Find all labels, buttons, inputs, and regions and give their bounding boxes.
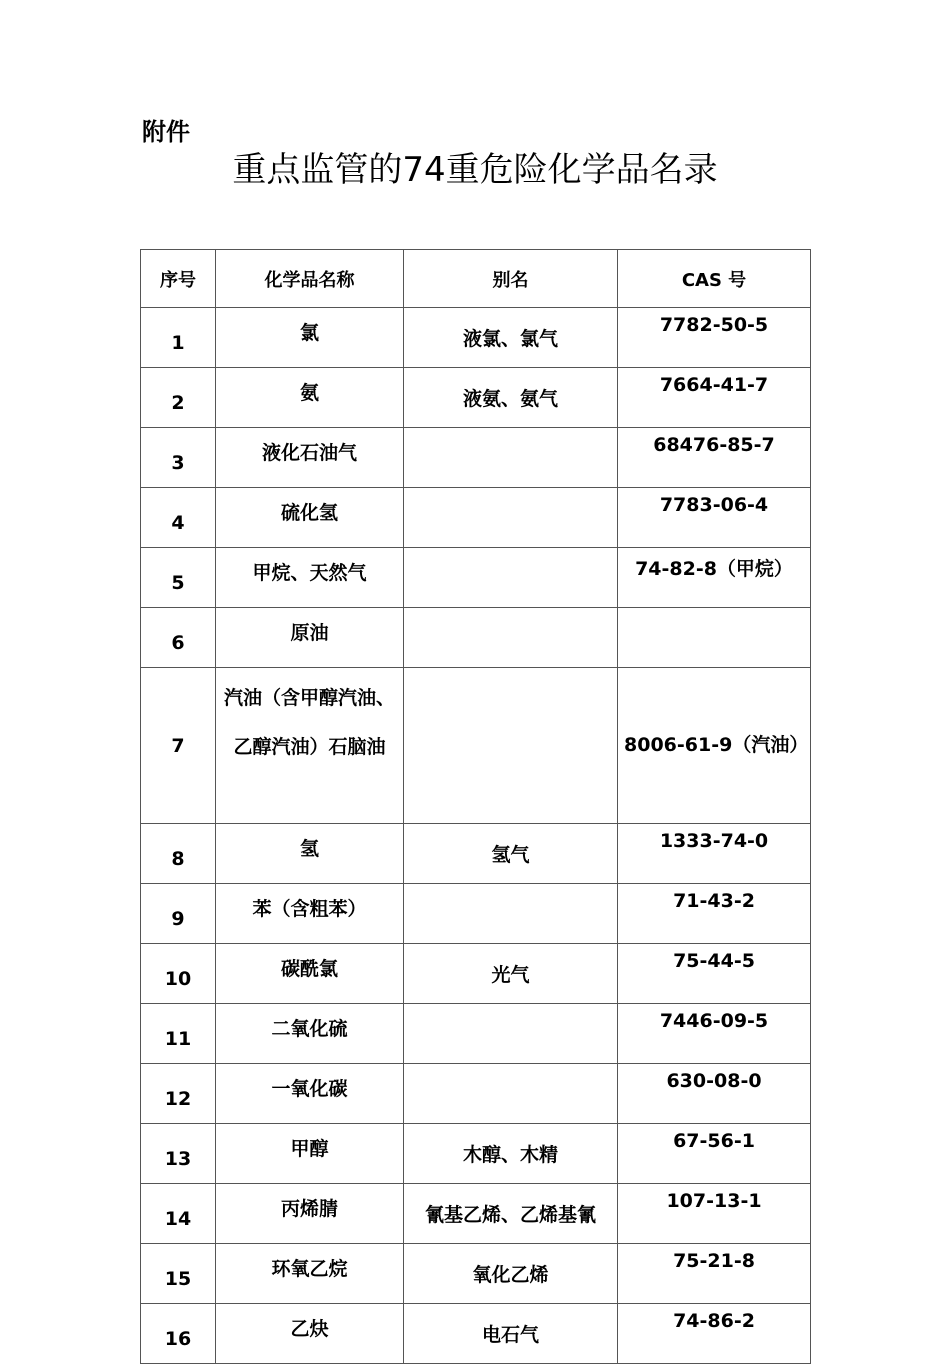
cas-number-cell: 107-13-1: [618, 1184, 811, 1244]
alias-cell: 木醇、木精: [404, 1124, 618, 1184]
alias-cell: [404, 1004, 618, 1064]
attachment-label: 附件: [142, 118, 190, 146]
table-row: [141, 1124, 811, 1184]
cas-number-cell: 8006-61-9（汽油）: [618, 668, 811, 824]
row-number-cell: 14: [141, 1184, 216, 1244]
row-number-cell: 4: [141, 488, 216, 548]
alias-cell: [404, 1064, 618, 1124]
row-number-cell: 9: [141, 884, 216, 944]
alias-cell: [404, 884, 618, 944]
row-number-cell: 15: [141, 1244, 216, 1304]
table-row: [141, 1184, 811, 1244]
cas-number-cell: 68476-85-7: [618, 428, 811, 488]
cas-number-cell: 74-86-2: [618, 1304, 811, 1364]
cas-number-cell: 75-21-8: [618, 1244, 811, 1304]
chemical-name-cell: 苯（含粗苯）: [216, 884, 404, 944]
table-row: [141, 488, 811, 548]
chemical-name-cell: 二氧化硫: [216, 1004, 404, 1064]
chemical-name-cell: 甲醇: [216, 1124, 404, 1184]
table-row: [141, 824, 811, 884]
alias-cell: [404, 668, 618, 824]
table-row: [141, 428, 811, 488]
cas-number-cell: 1333-74-0: [618, 824, 811, 884]
row-number-cell: 11: [141, 1004, 216, 1064]
table-row: [141, 884, 811, 944]
row-number-cell: 5: [141, 548, 216, 608]
cas-number-cell: 7783-06-4: [618, 488, 811, 548]
alias-cell: 氰基乙烯、乙烯基氰: [404, 1184, 618, 1244]
row-number-cell: 16: [141, 1304, 216, 1364]
cas-number-cell: 75-44-5: [618, 944, 811, 1004]
alias-cell: 液氯、氯气: [404, 308, 618, 368]
table-row: [141, 1004, 811, 1064]
cas-number-cell: 7664-41-7: [618, 368, 811, 428]
table-row: [141, 1064, 811, 1124]
table-row: [141, 548, 811, 608]
alias-cell: 电石气: [404, 1304, 618, 1364]
column-header-cas: CAS 号: [618, 250, 811, 308]
chemical-name-cell: 原油: [216, 608, 404, 668]
cas-number-cell: 7446-09-5: [618, 1004, 811, 1064]
chemical-name-cell: 硫化氢: [216, 488, 404, 548]
chemical-name-cell: 一氧化碳: [216, 1064, 404, 1124]
table-row: [141, 1304, 811, 1364]
alias-cell: [404, 608, 618, 668]
cas-number-cell: 630-08-0: [618, 1064, 811, 1124]
alias-cell: [404, 428, 618, 488]
row-number-cell: 3: [141, 428, 216, 488]
chemical-name-cell: 氨: [216, 368, 404, 428]
row-number-cell: 8: [141, 824, 216, 884]
chemical-name-cell: 环氧乙烷: [216, 1244, 404, 1304]
column-header-no: 序号: [141, 250, 216, 308]
cas-number-cell: 71-43-2: [618, 884, 811, 944]
chemical-name-cell: 氢: [216, 824, 404, 884]
chemicals-table: [140, 249, 811, 1364]
table-row: [141, 608, 811, 668]
alias-cell: 光气: [404, 944, 618, 1004]
chemical-name-cell: 汽油（含甲醇汽油、乙醇汽油）石脑油: [216, 668, 404, 824]
table-row: [141, 368, 811, 428]
chemical-name-cell: 乙炔: [216, 1304, 404, 1364]
column-header-name: 化学品名称: [216, 250, 404, 308]
row-number-cell: 10: [141, 944, 216, 1004]
table-row: [141, 944, 811, 1004]
table-header-row: [141, 250, 811, 308]
row-number-cell: 1: [141, 308, 216, 368]
cas-number-cell: [618, 608, 811, 668]
row-number-cell: 12: [141, 1064, 216, 1124]
document-title: 重点监管的74重危险化学品名录: [232, 150, 718, 190]
row-number-cell: 13: [141, 1124, 216, 1184]
table-row: [141, 1244, 811, 1304]
chemical-name-cell: 液化石油气: [216, 428, 404, 488]
table-row: [141, 668, 811, 824]
alias-cell: 氧化乙烯: [404, 1244, 618, 1304]
row-number-cell: 2: [141, 368, 216, 428]
alias-cell: [404, 488, 618, 548]
chemical-name-cell: 甲烷、天然气: [216, 548, 404, 608]
alias-cell: [404, 548, 618, 608]
row-number-cell: 6: [141, 608, 216, 668]
alias-cell: 氢气: [404, 824, 618, 884]
table-row: [141, 308, 811, 368]
alias-cell: 液氨、氨气: [404, 368, 618, 428]
cas-number-cell: 74-82-8（甲烷）: [618, 548, 811, 608]
column-header-alias: 别名: [404, 250, 618, 308]
cas-number-cell: 67-56-1: [618, 1124, 811, 1184]
chemical-name-cell: 氯: [216, 308, 404, 368]
cas-number-cell: 7782-50-5: [618, 308, 811, 368]
row-number-cell: 7: [141, 668, 216, 824]
chemical-name-cell: 丙烯腈: [216, 1184, 404, 1244]
chemical-name-cell: 碳酰氯: [216, 944, 404, 1004]
